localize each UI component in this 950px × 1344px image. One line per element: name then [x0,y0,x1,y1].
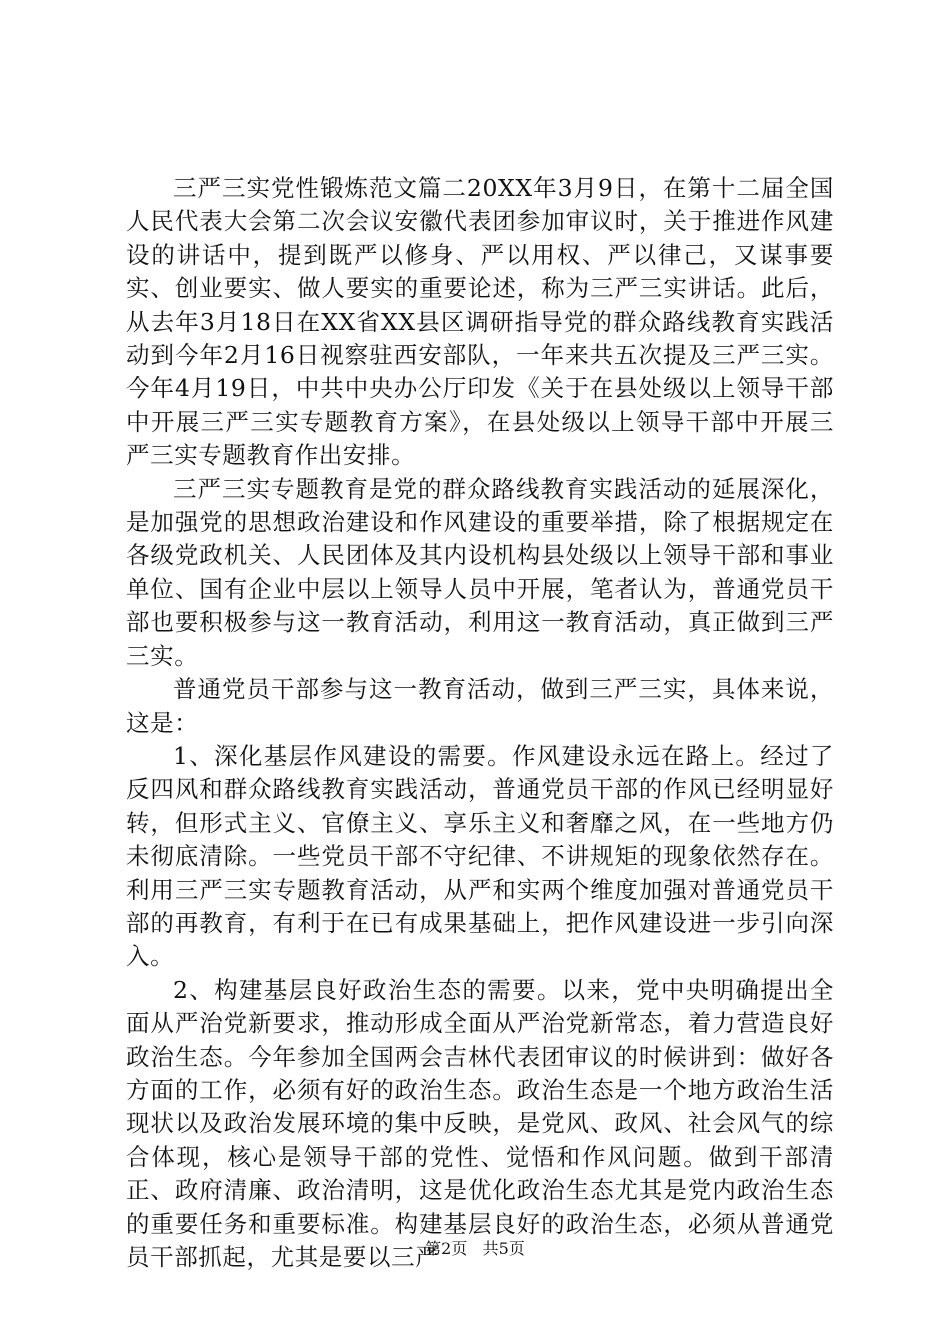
paragraph-5: 2、构建基层良好政治生态的需要。以来，党中央明确提出全面从严治党新要求，推动形成全面从严治党新常态，着力营造良好政治生态。今年参加全国两会吉林代表团审议的时候讲到：做好各方面的工作，必须有好的政治生态。政治生态是一个地方政治生活现状以及政治发展环境的集中反映，是党风、政风、社会风气的综合体现，核心是领导干部的党性、觉悟和作风问题。做到干部清正、政府清廉、政治清明，这是优化政治生态尤其是党内政治生态的重要任务和重要标准。构建基层良好的政治生态，必须从普通党员干部抓起，尤其是要以三严 [126,975,834,1271]
page-number: 第2页 [425,1239,468,1258]
paragraph-2: 三严三实专题教育是党的群众路线教育实践活动的延展深化，是加强党的思想政治建设和作风建设的重要举措，除了根据规定在各级党政机关、人民团体及其内设机构县处级以上领导干部和事业单位、国有企业中层以上领导人员中开展，笔者认为，普通党员干部也要积极参与这一教育活动，利用这一教育活动，真正做到三严三实。 [126,474,834,670]
paragraph-3: 普通党员干部参与这一教育活动，做到三严三实，具体来说，这是： [126,675,834,737]
paragraph-4: 1、深化基层作风建设的需要。作风建设永远在路上。经过了反四风和群众路线教育实践活动，普通党员干部的作风已经明显好转，但形式主义、官僚主义、享乐主义和奢靡之风，在一些地方仍未彻底清除。一些党员干部不守纪律、不讲规矩的现象依然存在。利用三严三实专题教育活动，从严和实两个维度加强对普通党员干部的再教育，有利于在已有成果基础上，把作风建设进一步引向深入。 [126,741,834,971]
footer-separator [472,1239,477,1258]
page-total: 共5页 [482,1239,525,1258]
page-footer [0,1239,950,1259]
document-body [126,172,834,1274]
paragraph-1: 三严三实党性锻炼范文篇二20XX年3月9日，在第十二届全国人民代表大会第二次会议安徽代表团参加审议时，关于推进作风建设的讲话中，提到既严以修身、严以用权、严以律己，又谋事要实、创业要实、做人要实的重要论述，称为三严三实讲话。此后，从去年3月18日在XX省XX县区调研指导党的群众路线教育实践活动到今年2月16日视察驻西安部队，一年来共五次提及三严三实。今年4月19日，中共中央办公厅印发《关于在县处级以上领导干部中开展三严三实专题教育方案》，在县处级以上领导干部中开展三严三实专题教育作出安排。 [126,174,834,470]
